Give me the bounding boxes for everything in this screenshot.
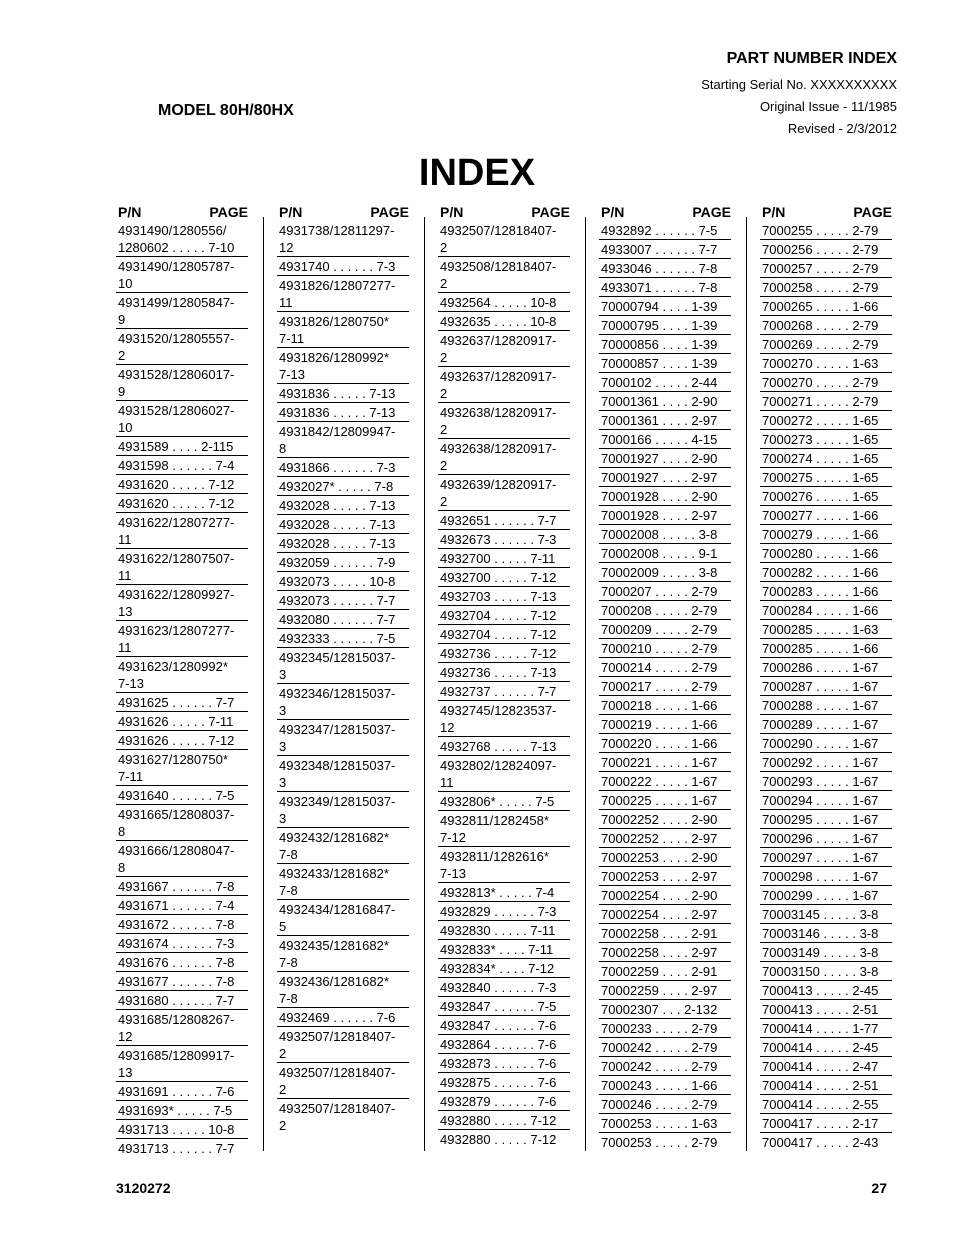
index-entry: 4931528/12806027- 10 [116, 400, 248, 436]
index-entry: 7000242 . . . . . 2-79 [599, 1056, 731, 1075]
index-column-3 [438, 203, 570, 1148]
index-entry: 4931691 . . . . . . 7-6 [116, 1081, 248, 1100]
index-entry: 7000220 . . . . . 1-66 [599, 733, 731, 752]
entry-list [438, 221, 570, 1148]
index-entry: 70002307 . . . 2-132 [599, 999, 731, 1018]
index-entry: 70002254 . . . . 2-97 [599, 904, 731, 923]
column-divider [263, 217, 264, 1151]
index-entry: 4932638/12820917- 2 [438, 402, 570, 438]
pn-header: P/N [601, 204, 625, 220]
index-entry: 4932880 . . . . . 7-12 [438, 1110, 570, 1129]
index-entry: 4932028 . . . . . 7-13 [277, 533, 409, 552]
index-entry: 4932673 . . . . . . 7-3 [438, 529, 570, 548]
index-entry: 4932028 . . . . . 7-13 [277, 495, 409, 514]
index-entry: 70002252 . . . . 2-97 [599, 828, 731, 847]
index-entry: 4932847 . . . . . . 7-5 [438, 996, 570, 1015]
serial-number: Starting Serial No. XXXXXXXXXX [701, 77, 897, 92]
index-entry: 4932028 . . . . . 7-13 [277, 514, 409, 533]
index-entry: 4931622/12809927- 13 [116, 584, 248, 620]
index-entry: 4931623/1280992* 7-13 [116, 656, 248, 692]
index-entry: 4931826/12807277- 11 [277, 275, 409, 311]
index-entry: 7000298 . . . . . 1-67 [760, 866, 892, 885]
index-entry: 4932847 . . . . . . 7-6 [438, 1015, 570, 1034]
index-entry: 7000253 . . . . . 1-63 [599, 1113, 731, 1132]
index-entry: 4931693* . . . . . 7-5 [116, 1100, 248, 1119]
column-divider [746, 217, 747, 1151]
index-entry: 7000257 . . . . . 2-79 [760, 258, 892, 277]
index-entry: 7000256 . . . . . 2-79 [760, 239, 892, 258]
index-entry: 4932434/12816847- 5 [277, 899, 409, 935]
index-entry: 7000166 . . . . . 4-15 [599, 429, 731, 448]
index-entry: 4932704 . . . . . 7-12 [438, 605, 570, 624]
entry-list [760, 221, 892, 1151]
index-entry: 7000210 . . . . . 2-79 [599, 638, 731, 657]
index-entry: 4932830 . . . . . 7-11 [438, 920, 570, 939]
index-entry: 7000417 . . . . . 2-17 [760, 1113, 892, 1132]
index-entry: 4932507/12818407- 2 [277, 1098, 409, 1134]
index-entry: 7000299 . . . . . 1-67 [760, 885, 892, 904]
index-entry: 4932348/12815037- 3 [277, 755, 409, 791]
index-entry: 7000290 . . . . . 1-67 [760, 733, 892, 752]
index-entry: 4931826/1280992* 7-13 [277, 347, 409, 383]
index-entry: 7000414 . . . . . 2-51 [760, 1075, 892, 1094]
index-entry: 4931598 . . . . . . 7-4 [116, 455, 248, 474]
index-entry: 4932637/12820917- 2 [438, 330, 570, 366]
index-entry: 4932880 . . . . . 7-12 [438, 1129, 570, 1148]
index-entry: 7000293 . . . . . 1-67 [760, 771, 892, 790]
index-entry: 4931671 . . . . . . 7-4 [116, 895, 248, 914]
index-entry: 4931620 . . . . . 7-12 [116, 474, 248, 493]
pn-header: P/N [440, 204, 464, 220]
index-entry: 7000209 . . . . . 2-79 [599, 619, 731, 638]
index-entry: 4931677 . . . . . . 7-8 [116, 971, 248, 990]
index-entry: 7000417 . . . . . 2-43 [760, 1132, 892, 1151]
index-entry: 4932811/1282616* 7-13 [438, 846, 570, 882]
index-entry: 70003149 . . . . . 3-8 [760, 942, 892, 961]
index-entry: 7000265 . . . . . 1-66 [760, 296, 892, 315]
index-entry: 7000284 . . . . . 1-66 [760, 600, 892, 619]
index-column-2 [277, 203, 409, 1134]
index-entry: 4932811/1282458* 7-12 [438, 810, 570, 846]
index-entry: 7000285 . . . . . 1-66 [760, 638, 892, 657]
index-entry: 70002253 . . . . 2-97 [599, 866, 731, 885]
index-entry: 70002009 . . . . . 3-8 [599, 562, 731, 581]
index-entry: 4932637/12820917- 2 [438, 366, 570, 402]
index-entry: 4931866 . . . . . . 7-3 [277, 457, 409, 476]
index-entry: 7000294 . . . . . 1-67 [760, 790, 892, 809]
index-entry: 7000269 . . . . . 2-79 [760, 334, 892, 353]
index-entry: 4932864 . . . . . . 7-6 [438, 1034, 570, 1053]
index-entry: 7000253 . . . . . 2-79 [599, 1132, 731, 1151]
index-entry: 7000297 . . . . . 1-67 [760, 847, 892, 866]
index-entry: 70001927 . . . . 2-90 [599, 448, 731, 467]
index-entry: 7000242 . . . . . 2-79 [599, 1037, 731, 1056]
index-entry: 4932829 . . . . . . 7-3 [438, 901, 570, 920]
index-entry: 4931623/12807277- 11 [116, 620, 248, 656]
index-entry: 4932345/12815037- 3 [277, 647, 409, 683]
index-entry: 7000272 . . . . . 1-65 [760, 410, 892, 429]
index-entry: 4932840 . . . . . . 7-3 [438, 977, 570, 996]
index-entry: 4932349/12815037- 3 [277, 791, 409, 827]
index-entry: 4932700 . . . . . 7-12 [438, 567, 570, 586]
index-entry: 4932736 . . . . . 7-12 [438, 643, 570, 662]
index-entry: 4931640 . . . . . . 7-5 [116, 785, 248, 804]
index-entry: 70002008 . . . . . 9-1 [599, 543, 731, 562]
index-entry: 7000413 . . . . . 2-51 [760, 999, 892, 1018]
index-entry: 7000280 . . . . . 1-66 [760, 543, 892, 562]
index-entry: 7000287 . . . . . 1-67 [760, 676, 892, 695]
index-entry: 4931589 . . . . 2-115 [116, 436, 248, 455]
index-entry: 4932737 . . . . . . 7-7 [438, 681, 570, 700]
entry-list [599, 221, 731, 1151]
document-number: 3120272 [116, 1180, 171, 1196]
index-entry: 7000218 . . . . . 1-66 [599, 695, 731, 714]
index-entry: 4932508/12818407- 2 [438, 256, 570, 292]
column-header [277, 203, 409, 221]
index-entry: 4931713 . . . . . . 7-7 [116, 1138, 248, 1157]
index-entry: 7000222 . . . . . 1-67 [599, 771, 731, 790]
index-entry: 7000270 . . . . . 1-63 [760, 353, 892, 372]
index-entry: 70002259 . . . . 2-91 [599, 961, 731, 980]
index-entry: 4932745/12823537- 12 [438, 700, 570, 736]
model-label: MODEL 80H/80HX [158, 102, 294, 119]
page-header: PAGE [370, 204, 409, 220]
index-entry: 70000856 . . . . 1-39 [599, 334, 731, 353]
column-header [599, 203, 731, 221]
original-issue: Original Issue - 11/1985 [759, 99, 897, 114]
index-entry: 4931738/12811297- 12 [279, 223, 395, 255]
index-entry: 4932436/1281682* 7-8 [277, 971, 409, 1007]
index-entry: 4931836 . . . . . 7-13 [277, 383, 409, 402]
index-entry: 7000285 . . . . . 1-63 [760, 619, 892, 638]
page-header: PAGE [531, 204, 570, 220]
revised-date: Revised - 2/3/2012 [787, 121, 897, 136]
index-entry: 70002252 . . . . 2-90 [599, 809, 731, 828]
index-entry: 70003145 . . . . . 3-8 [760, 904, 892, 923]
index-entry: 70002258 . . . . 2-97 [599, 942, 731, 961]
column-divider [424, 217, 425, 1151]
index-entry: 4932507/12818407- 2 [440, 223, 557, 255]
index-entry: 4931740 . . . . . . 7-3 [277, 256, 409, 275]
index-entry: 70002258 . . . . 2-91 [599, 923, 731, 942]
page-number: 27 [871, 1180, 887, 1196]
pn-header: P/N [118, 204, 142, 220]
index-entry: 7000225 . . . . . 1-67 [599, 790, 731, 809]
index-entry: 70001927 . . . . 2-97 [599, 467, 731, 486]
index-entry: 7000268 . . . . . 2-79 [760, 315, 892, 334]
index-entry: 70001361 . . . . 2-97 [599, 410, 731, 429]
index-entry: 7000217 . . . . . 2-79 [599, 676, 731, 695]
index-entry: 4933046 . . . . . . 7-8 [599, 258, 731, 277]
pn-header: P/N [279, 204, 303, 220]
index-entry: 4932333 . . . . . . 7-5 [277, 628, 409, 647]
index-column-5 [760, 203, 892, 1151]
index-entry: 7000292 . . . . . 1-67 [760, 752, 892, 771]
page-title: INDEX [418, 152, 536, 194]
index-entry: 7000102 . . . . . 2-44 [599, 372, 731, 391]
index-entry: 7000414 . . . . . 1-77 [760, 1018, 892, 1037]
index-entry: 7000295 . . . . . 1-67 [760, 809, 892, 828]
index-entry: 4931520/12805557- 2 [116, 328, 248, 364]
index-entry: 7000233 . . . . . 2-79 [599, 1018, 731, 1037]
index-entry: 4932073 . . . . . . 7-7 [277, 590, 409, 609]
page-header: PAGE [853, 204, 892, 220]
index-column-1 [116, 203, 248, 1157]
index-entry: 4931622/12807507- 11 [116, 548, 248, 584]
index-entry: 7000279 . . . . . 1-66 [760, 524, 892, 543]
index-entry: 4931836 . . . . . 7-13 [277, 402, 409, 421]
index-entry: 70002254 . . . . 2-90 [599, 885, 731, 904]
index-entry: 7000221 . . . . . 1-67 [599, 752, 731, 771]
entry-list [116, 221, 248, 1157]
index-entry: 7000255 . . . . . 2-79 [762, 223, 879, 238]
index-entry: 70003150 . . . . . 3-8 [760, 961, 892, 980]
index-entry: 4932892 . . . . . . 7-5 [601, 223, 718, 238]
index-entry: 4932802/12824097- 11 [438, 755, 570, 791]
index-entry: 7000289 . . . . . 1-67 [760, 714, 892, 733]
index-entry: 4931674 . . . . . . 7-3 [116, 933, 248, 952]
index-entry: 7000258 . . . . . 2-79 [760, 277, 892, 296]
index-entry: 4932059 . . . . . . 7-9 [277, 552, 409, 571]
index-entry: 4931667 . . . . . . 7-8 [116, 876, 248, 895]
index-entry: 7000277 . . . . . 1-66 [760, 505, 892, 524]
index-entry: 4932027* . . . . . 7-8 [277, 476, 409, 495]
index-entry: 70003146 . . . . . 3-8 [760, 923, 892, 942]
index-entry: 7000219 . . . . . 1-66 [599, 714, 731, 733]
index-entry: 4931842/12809947- 8 [277, 421, 409, 457]
index-entry: 4932347/12815037- 3 [277, 719, 409, 755]
index-entry: 7000413 . . . . . 2-45 [760, 980, 892, 999]
index-entry: 7000207 . . . . . 2-79 [599, 581, 731, 600]
index-entry: 4932834* . . . . 7-12 [438, 958, 570, 977]
index-entry: 4932703 . . . . . 7-13 [438, 586, 570, 605]
index-entry: 7000414 . . . . . 2-55 [760, 1094, 892, 1113]
index-entry: 4932875 . . . . . . 7-6 [438, 1072, 570, 1091]
index-entry: 4931685/12809917- 13 [116, 1045, 248, 1081]
index-entry: 4932073 . . . . . 10-8 [277, 571, 409, 590]
index-entry: 4931680 . . . . . . 7-7 [116, 990, 248, 1009]
index-entry: 4932638/12820917- 2 [438, 438, 570, 474]
index-entry: 70002008 . . . . . 3-8 [599, 524, 731, 543]
index-entry: 4931490/1280556/ 1280602 . . . . . 7-10 [118, 223, 235, 255]
index-entry: 4932806* . . . . . 7-5 [438, 791, 570, 810]
index-entry: 4932432/1281682* 7-8 [277, 827, 409, 863]
index-entry: 4932768 . . . . . 7-13 [438, 736, 570, 755]
index-entry: 4933071 . . . . . . 7-8 [599, 277, 731, 296]
index-entry: 7000275 . . . . . 1-65 [760, 467, 892, 486]
index-entry: 7000274 . . . . . 1-65 [760, 448, 892, 467]
index-entry: 4932507/12818407- 2 [277, 1062, 409, 1098]
column-header [438, 203, 570, 221]
index-entry: 70001361 . . . . 2-90 [599, 391, 731, 410]
index-entry: 4931627/1280750* 7-11 [116, 749, 248, 785]
index-entry: 4932813* . . . . . 7-4 [438, 882, 570, 901]
index-entry: 70001928 . . . . 2-90 [599, 486, 731, 505]
index-entry: 4932507/12818407- 2 [277, 1026, 409, 1062]
index-entry: 70001928 . . . . 2-97 [599, 505, 731, 524]
index-entry: 4931826/1280750* 7-11 [277, 311, 409, 347]
pn-header: P/N [762, 204, 786, 220]
index-entry: 4932700 . . . . . 7-11 [438, 548, 570, 567]
index-entry: 4932873 . . . . . . 7-6 [438, 1053, 570, 1072]
section-title: PART NUMBER INDEX [726, 50, 897, 67]
index-entry: 4931626 . . . . . 7-12 [116, 730, 248, 749]
index-entry: 7000288 . . . . . 1-67 [760, 695, 892, 714]
column-header [116, 203, 248, 221]
index-entry: 7000283 . . . . . 1-66 [760, 581, 892, 600]
index-entry: 4931625 . . . . . . 7-7 [116, 692, 248, 711]
index-entry: 7000243 . . . . . 1-66 [599, 1075, 731, 1094]
column-divider [585, 217, 586, 1151]
index-entry: 7000246 . . . . . 2-79 [599, 1094, 731, 1113]
index-entry: 7000271 . . . . . 2-79 [760, 391, 892, 410]
page-header: PAGE [692, 204, 731, 220]
index-entry: 4932651 . . . . . . 7-7 [438, 510, 570, 529]
index-entry: 7000286 . . . . . 1-67 [760, 657, 892, 676]
index-entry: 7000273 . . . . . 1-65 [760, 429, 892, 448]
index-entry: 4932879 . . . . . . 7-6 [438, 1091, 570, 1110]
index-entry: 4931499/12805847- 9 [116, 292, 248, 328]
entry-list [277, 221, 409, 1134]
index-entry: 70002259 . . . . 2-97 [599, 980, 731, 999]
index-entry: 7000414 . . . . . 2-47 [760, 1056, 892, 1075]
index-entry: 4932639/12820917- 2 [438, 474, 570, 510]
index-entry: 4931672 . . . . . . 7-8 [116, 914, 248, 933]
index-entry: 4931676 . . . . . . 7-8 [116, 952, 248, 971]
index-entry: 4933007 . . . . . . 7-7 [599, 239, 731, 258]
index-table [116, 203, 896, 1156]
index-column-4 [599, 203, 731, 1151]
index-entry: 7000282 . . . . . 1-66 [760, 562, 892, 581]
index-entry: 4931713 . . . . . 10-8 [116, 1119, 248, 1138]
index-entry: 7000276 . . . . . 1-65 [760, 486, 892, 505]
index-entry: 70000794 . . . . 1-39 [599, 296, 731, 315]
index-entry: 4931528/12806017- 9 [116, 364, 248, 400]
index-entry: 4932433/1281682* 7-8 [277, 863, 409, 899]
index-entry: 4931622/12807277- 11 [116, 512, 248, 548]
index-entry: 4932704 . . . . . 7-12 [438, 624, 570, 643]
index-entry: 4932736 . . . . . 7-13 [438, 662, 570, 681]
column-header [760, 203, 892, 221]
index-entry: 4932080 . . . . . . 7-7 [277, 609, 409, 628]
page-header: PAGE [209, 204, 248, 220]
index-entry: 7000414 . . . . . 2-45 [760, 1037, 892, 1056]
index-entry: 7000214 . . . . . 2-79 [599, 657, 731, 676]
index-entry: 7000208 . . . . . 2-79 [599, 600, 731, 619]
index-entry: 4932346/12815037- 3 [277, 683, 409, 719]
index-entry: 7000296 . . . . . 1-67 [760, 828, 892, 847]
index-entry: 4932564 . . . . . 10-8 [438, 292, 570, 311]
index-entry: 4932635 . . . . . 10-8 [438, 311, 570, 330]
index-entry: 7000270 . . . . . 2-79 [760, 372, 892, 391]
index-entry: 4931620 . . . . . 7-12 [116, 493, 248, 512]
index-entry: 4931490/12805787- 10 [116, 256, 248, 292]
index-entry: 70000857 . . . . 1-39 [599, 353, 731, 372]
index-entry: 4932469 . . . . . . 7-6 [277, 1007, 409, 1026]
index-entry: 70002253 . . . . 2-90 [599, 847, 731, 866]
index-entry: 4931626 . . . . . 7-11 [116, 711, 248, 730]
index-entry: 4931685/12808267- 12 [116, 1009, 248, 1045]
index-entry: 4931666/12808047- 8 [116, 840, 248, 876]
index-entry: 4932435/1281682* 7-8 [277, 935, 409, 971]
index-entry: 4931665/12808037- 8 [116, 804, 248, 840]
index-entry: 4932833* . . . . 7-11 [438, 939, 570, 958]
index-entry: 70000795 . . . . 1-39 [599, 315, 731, 334]
